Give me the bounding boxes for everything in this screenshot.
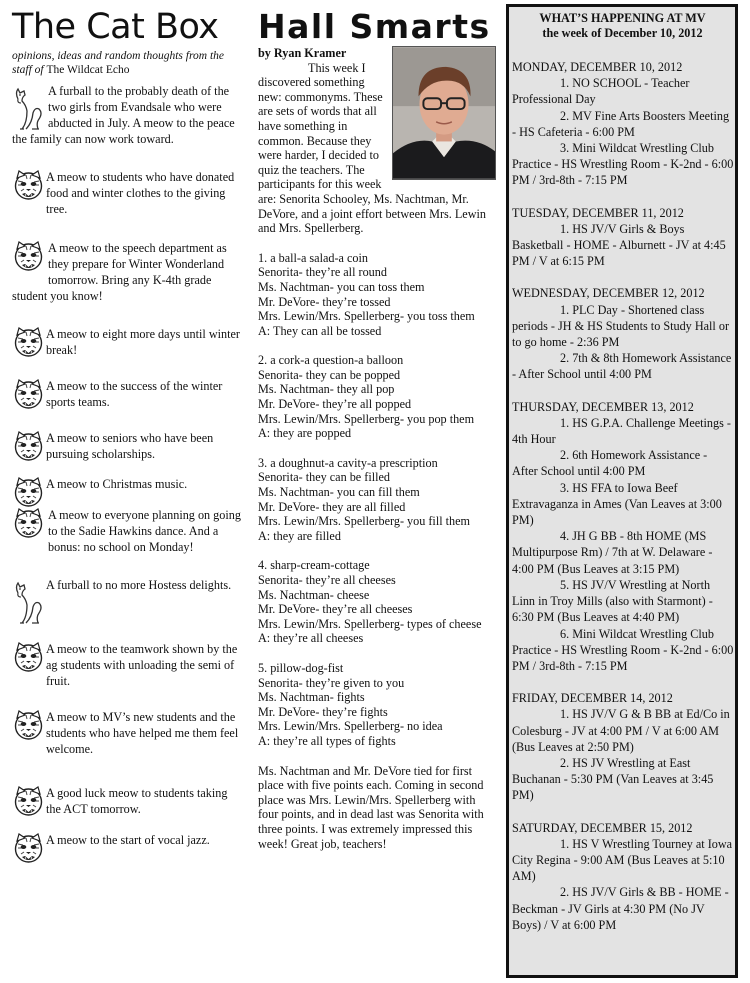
cat-box-item (12, 169, 244, 217)
wildcat-face-icon (12, 785, 45, 818)
cat-box-item (12, 83, 244, 147)
whats-happening-box (506, 4, 738, 978)
quiz-response: Mr. DeVore- they’re all cheeses (258, 602, 413, 617)
wildcat-face-icon (12, 476, 45, 509)
cat-box-item (12, 240, 244, 304)
thin-cat-icon (12, 577, 45, 625)
quiz-response: Mrs. Lewin/Mrs. Spellerberg- no idea (258, 719, 443, 734)
wildcat-face-icon (12, 709, 45, 742)
quiz-block (258, 456, 498, 544)
cat-box-item-text: A meow to the success of the winter sports teams. (46, 379, 223, 409)
cat-box-item-text: A meow to everyone planning on going to the Sadie Hawkins dance. And a bonus: no school on Monday! (48, 508, 241, 554)
cat-box-item-text: A furball to the probably death of the two girls from Evandsale who were abducted in July. A meow to the peace the family can now work toward. (12, 84, 235, 146)
schedule-event: 1. HS G.P.A. Challenge Meetings - 4th Hour (512, 415, 731, 447)
cat-box-column (12, 8, 244, 848)
quiz-question: 2. a cork-a question-a balloon (258, 353, 404, 368)
cat-box-item (12, 378, 244, 410)
cat-box-item-text: A meow to MV’s new students and the students who have helped me them feel welcome. (46, 710, 239, 756)
cat-box-item (12, 577, 244, 621)
wildcat-face-icon (12, 240, 45, 273)
cat-box-item (12, 832, 244, 848)
quiz-response: Ms. Nachtman- fights (258, 690, 365, 705)
schedule-day-heading: THURSDAY, DECEMBER 13, 2012 (512, 399, 694, 414)
quiz-response: Ms. Nachtman- you can fill them (258, 485, 420, 500)
schedule-event: 2. 6th Homework Assistance - After School until 4:00 PM (512, 448, 708, 479)
quiz-answer: A: they are popped (258, 426, 352, 441)
schedule-event: 2. 7th & 8th Homework Assistance - After School until 4:00 PM (512, 351, 732, 382)
schedule-event: 1. HS JV/V G & B BB at Ed/Co in Colesburg - JV at 4:00 PM / V at 6:00 AM (Bus Leaves at 2:50 PM) (512, 707, 730, 754)
quiz-response: Mrs. Lewin/Mrs. Spellerberg- you pop them (258, 411, 475, 426)
byline: by Ryan Kramer (258, 46, 347, 60)
quiz-response: Ms. Nachtman- you can toss them (258, 279, 425, 294)
cat-box-item-text: A meow to students who have donated food and winter clothes to the giving tree. (46, 170, 235, 216)
schedule-day-heading: MONDAY, DECEMBER 10, 2012 (512, 60, 683, 74)
quiz-block (258, 661, 498, 749)
schedule-event: 1. HS V Wrestling Tourney at Iowa City Regina - 9:00 AM (Bus Leaves at 5:10 AM) (512, 836, 733, 884)
cat-box-item (12, 641, 244, 689)
schedule-event: 1. NO SCHOOL - Teacher Professional Day (512, 76, 690, 107)
wildcat-face-icon (12, 832, 45, 865)
cat-box-item-text: A good luck meow to students taking the ACT tomorrow. (46, 786, 228, 816)
schedule-event: 1. PLC Day - Shortened class periods - JH & HS Students to Study Hall or to go home - 2:36 PM (512, 302, 730, 350)
cat-box-item (12, 709, 244, 757)
schedule-event: 3. Mini Wildcat Wrestling Club Practice - HS Wrestling Room - K-2nd - 6:00 PM / 3rd-8th - 7:15 PM (512, 141, 734, 188)
quiz-response: Senorita- they can be filled (258, 470, 390, 485)
schedule-day-heading: TUESDAY, DECEMBER 11, 2012 (512, 205, 684, 220)
cat-box-subtitle-text: opinions, ideas and random thoughts from the staff of (12, 50, 225, 76)
schedule-day-heading: FRIDAY, DECEMBER 14, 2012 (512, 691, 673, 706)
schedule-day-heading: WEDNESDAY, DECEMBER 12, 2012 (512, 286, 705, 301)
cat-box-item (12, 785, 244, 817)
quiz-block (258, 251, 498, 339)
thin-cat-icon (12, 83, 45, 131)
wildcat-face-icon (12, 169, 45, 202)
schedule-event: 6. Mini Wildcat Wrestling Club Practice - HS Wrestling Room - K-2nd - 6:00 PM / 3rd-8th - 7:15 PM (512, 626, 734, 673)
author-portrait-image (393, 47, 495, 179)
cat-box-item-text: A meow to the start of vocal jazz. (46, 833, 210, 847)
quiz-question: 4. sharp-cream-cottage (258, 558, 370, 573)
cat-box-item (12, 476, 244, 492)
hall-smarts-column (258, 8, 498, 851)
quiz-response: Mrs. Lewin/Mrs. Spellerberg- you toss them (258, 309, 475, 324)
schedule-event: 5. HS JV/V Wrestling at North Linn in Troy Mills (also with Starmont) - 6:30 PM (Bus Leaves at 4:40 PM) (512, 577, 713, 625)
quiz-response: Mr. DeVore- they’re tossed (258, 294, 391, 309)
cat-box-item-text: A meow to the teamwork shown by the ag students with unloading the semi of fruit. (46, 642, 238, 688)
schedule-event: 2. MV Fine Arts Boosters Meeting - HS Cafeteria - 6:00 PM (512, 108, 730, 139)
cat-box-item-text: A furball to no more Hostess delights. (46, 578, 232, 592)
quiz-question: 3. a doughnut-a cavity-a prescription (258, 455, 438, 470)
quiz-block (258, 558, 498, 646)
cat-box-item (12, 326, 244, 358)
cat-box-item-text: A meow to eight more days until winter break! (46, 327, 240, 357)
quiz-response: Senorita- they can be popped (258, 367, 401, 382)
cat-box-item-text: A meow to Christmas music. (46, 477, 188, 491)
cat-box-items (12, 83, 244, 848)
schedule-event: 3. HS FFA to Iowa Beef Extravaganza in Ames (Van Leaves at 3:00 PM) (512, 480, 722, 528)
schedule-event: 2. HS JV/V Girls & BB - HOME - Beckman - JV Girls at 4:30 PM (No JV Boys) / V at 6:00 PM (512, 885, 729, 932)
quiz-response: Senorita- they’re all round (258, 265, 387, 280)
wildcat-face-icon (12, 326, 45, 359)
quiz-response: Mr. DeVore- they are all filled (258, 499, 406, 514)
quiz-response: Mr. DeVore- they’re all popped (258, 397, 412, 412)
quiz-answer: A: they are filled (258, 528, 341, 543)
cat-box-subtitle (12, 49, 244, 77)
schedule-event: 1. HS JV/V Girls & Boys Basketball - HOME - Alburnett - JV at 4:45 PM / V at 6:15 PM (512, 221, 726, 269)
cat-box-item-text: A meow to seniors who have been pursuing scholarships. (46, 431, 214, 461)
cat-box-item-text: A meow to the speech department as they prepare for Winter Wonderland tomorrow. Bring any K-4th grade student you know! (12, 241, 227, 303)
whats-happening-week: the week of December 10, 2012 (542, 26, 703, 40)
quiz-response: Ms. Nachtman- they all pop (258, 382, 395, 397)
wildcat-face-icon (12, 641, 45, 674)
quiz-response: Mrs. Lewin/Mrs. Spellerberg- you fill them (258, 514, 471, 529)
quiz-response: Senorita- they’re given to you (258, 675, 405, 690)
quiz-response: Senorita- they’re all cheeses (258, 573, 396, 587)
quiz-response: Mrs. Lewin/Mrs. Spellerberg- types of cheese (258, 616, 482, 631)
cat-box-item (12, 507, 244, 555)
article-conclusion: Ms. Nachtman and Mr. DeVore tied for first place with five points each. Coming in second place was Mrs. Lewin/Mrs. Spellerberg with four points, and in dead last was Senorita with three points. I was extremely impressed this week! Great job, teachers! (258, 763, 484, 851)
author-photo (392, 46, 496, 180)
quiz-answer: A: they’re all cheeses (258, 631, 364, 646)
wildcat-face-icon (12, 430, 45, 463)
quiz-response: Ms. Nachtman- cheese (258, 587, 370, 602)
schedule-event: 2. HS JV Wrestling at East Buchanan - 5:30 PM (Van Leaves at 3:45 PM) (512, 755, 714, 803)
quiz-question: 1. a ball-a salad-a coin (258, 250, 368, 265)
hall-smarts-title: Hall Smarts (258, 7, 491, 46)
quiz-answer: A: they’re all types of fights (258, 733, 396, 748)
quiz-block (258, 353, 498, 441)
quiz-list (258, 236, 498, 749)
quiz-response: Mr. DeVore- they’re fights (258, 704, 388, 719)
article-intro: This week I discovered something new: commonyms. These are sets of words that all have something in common. Because they were harder, I decided to quiz the teachers. The participants for this week are: Senorita Schooley, Ms. Nachtman, Mr. DeVore, and a joint effort between Mrs. Lewin and Mrs. Spellerberg. (258, 60, 486, 236)
wildcat-face-icon (12, 378, 45, 411)
cat-box-title: The Cat Box (12, 7, 219, 47)
cat-box-item (12, 430, 244, 462)
schedule-days (510, 59, 735, 933)
wildcat-face-icon (12, 507, 45, 540)
cat-box-publication: The Wildcat Echo (46, 64, 130, 76)
whats-happening-title: WHAT’S HAPPENING AT MV (539, 11, 706, 25)
schedule-day-heading: SATURDAY, DECEMBER 15, 2012 (512, 820, 693, 835)
schedule-event: 4. JH G BB - 8th HOME (MS Multipurpose Rm) / 7th at W. Delaware - 4:00 PM (Bus Leaves at 3:15 PM) (512, 529, 713, 576)
quiz-question: 5. pillow-dog-fist (258, 660, 344, 675)
quiz-answer: A: They can all be tossed (258, 323, 382, 338)
